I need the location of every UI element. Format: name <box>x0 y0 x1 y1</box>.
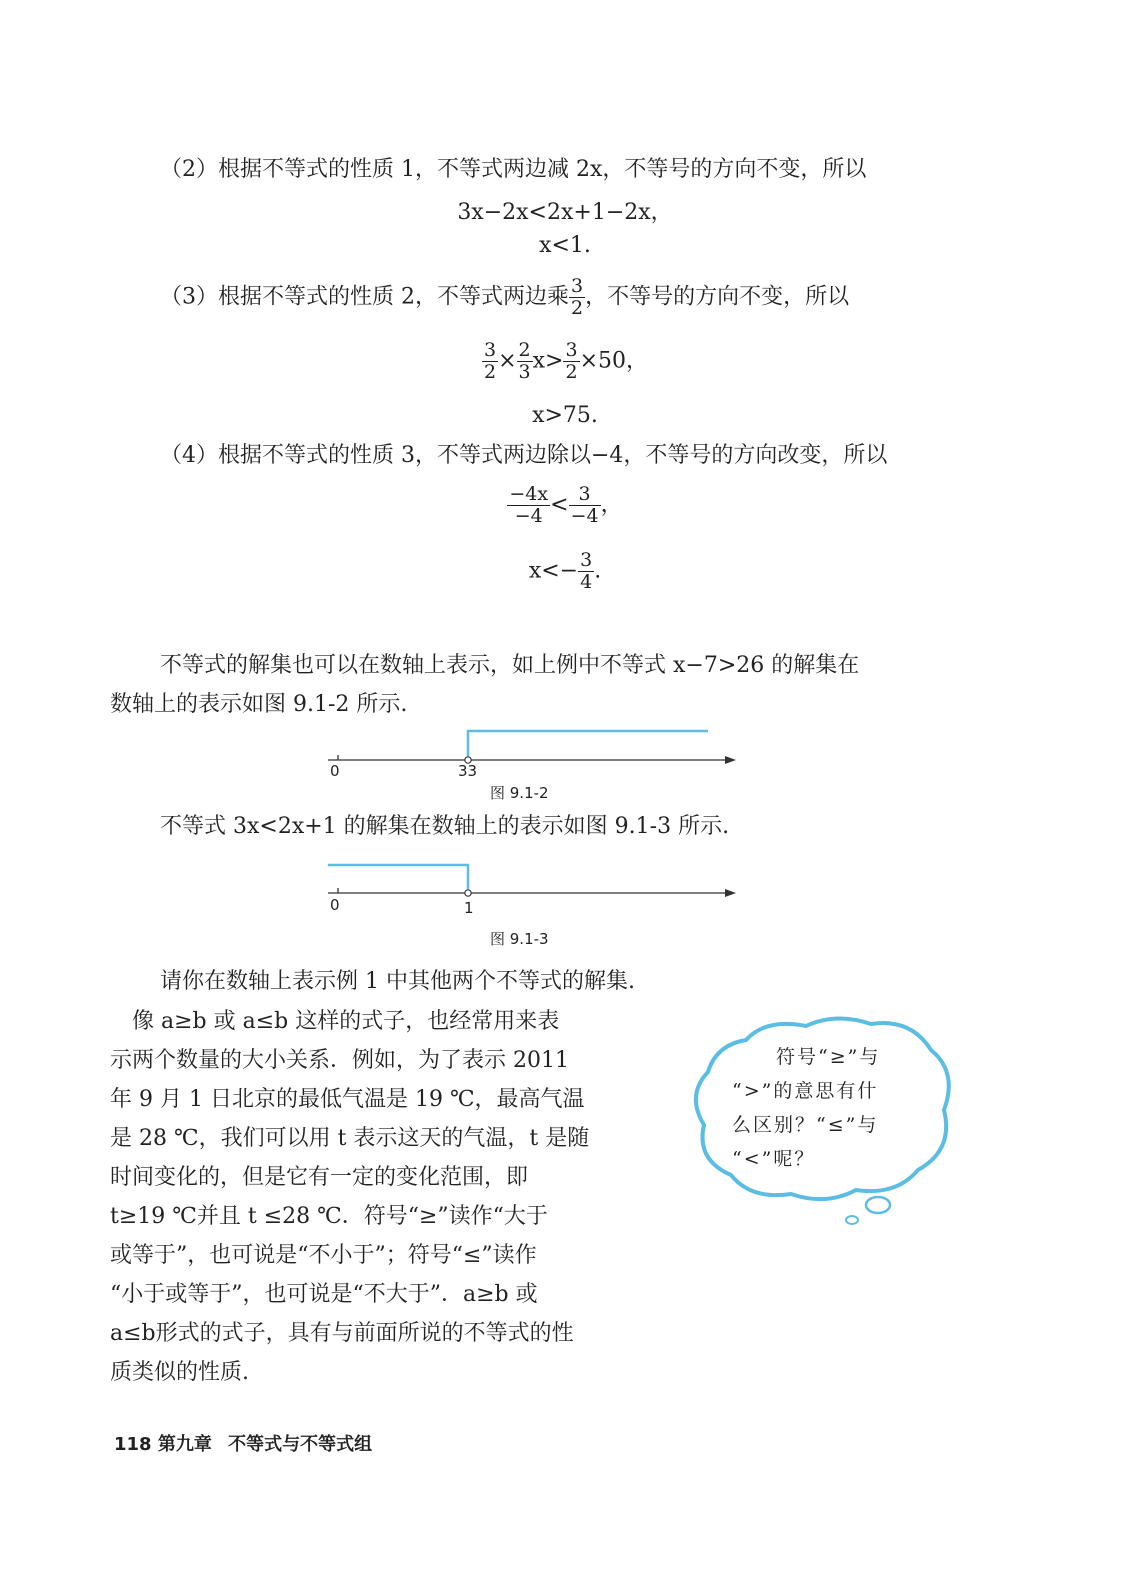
p3-eq2: x>75. <box>532 403 598 428</box>
chapter-number: 第九章 <box>157 1434 212 1455</box>
numline-para-2: 数轴上的表示如图 9.1-2 所示. <box>110 692 408 717</box>
frac-num: 2 <box>518 339 531 361</box>
body-line: 是 28 ℃，我们可以用 t 表示这天的气温，t 是随 <box>110 1126 590 1151</box>
frac-den: 2 <box>571 297 584 319</box>
numline-para-1: 不等式的解集也可以在数轴上表示，如上例中不等式 x−7>26 的解集在 <box>160 653 860 678</box>
p4-intro: （4）根据不等式的性质 3，不等式两边除以−4，不等号的方向改变，所以 <box>160 443 888 468</box>
frac-den: −4 <box>514 505 543 527</box>
p3-intro <box>160 276 849 319</box>
body-line: 或等于”，也可说是“不小于”；符号“≤”读作 <box>110 1243 537 1268</box>
fig3-intro: 不等式 3x<2x+1 的解集在数轴上的表示如图 9.1-3 所示. <box>160 814 730 839</box>
frac-num: 3 <box>580 549 593 571</box>
body-line: 示两个数量的大小关系．例如，为了表示 2011 <box>110 1048 569 1073</box>
eq-tail: . <box>594 558 602 584</box>
p3-eq1 <box>0 340 1130 383</box>
frac <box>507 484 550 527</box>
fig3-label-point: 1 <box>464 899 474 917</box>
bubble-line: 符号“≥”与 <box>776 1046 881 1068</box>
bubble-text <box>732 1040 880 1176</box>
frac-num: −4x <box>509 483 549 505</box>
eq-lead: x<− <box>528 558 579 584</box>
frac <box>482 340 498 383</box>
times-sign: × <box>498 348 517 374</box>
body-line: 时间变化的，但是它有一定的变化范围，即 <box>110 1165 529 1190</box>
frac-den: 4 <box>580 571 593 593</box>
frac-den: −4 <box>570 505 599 527</box>
eq-tail: ， <box>600 492 623 518</box>
body-line: 像 a≥b 或 a≤b 这样的式子，也经常用来表 <box>110 1009 560 1034</box>
frac-den: 3 <box>518 361 531 383</box>
eq-mid: x> <box>532 348 564 374</box>
fig2-label-point: 33 <box>458 762 478 780</box>
p4-eq2 <box>0 550 1130 593</box>
bubble-line: “<”呢？ <box>732 1148 816 1170</box>
solution-ray <box>468 731 708 756</box>
frac-den: 2 <box>484 361 497 383</box>
frac <box>563 340 579 383</box>
fig2-caption: 图 9.1-2 <box>490 784 549 802</box>
eq-mid: < <box>550 492 569 518</box>
open-circle-marker <box>465 890 471 896</box>
body-line: “小于或等于”，也可说是“不大于”．a≥b 或 <box>110 1282 538 1307</box>
frac-den: 2 <box>565 361 578 383</box>
frac-num: 3 <box>484 339 497 361</box>
frac-num: 3 <box>565 339 578 361</box>
p2-eq2: x<1. <box>539 233 591 258</box>
frac <box>578 550 594 593</box>
fig2-label-zero: 0 <box>330 762 340 780</box>
axis-arrow <box>725 889 736 897</box>
bubble-dot-large <box>866 1197 890 1213</box>
p2-intro: （2）根据不等式的性质 1，不等式两边减 2x，不等号的方向不变，所以 <box>160 157 867 182</box>
exercise-text: 请你在数轴上表示例 1 中其他两个不等式的解集. <box>160 969 635 994</box>
body-line: a≤b形式的式子，具有与前面所说的不等式的性 <box>110 1321 574 1346</box>
p4-eq1 <box>0 484 1130 527</box>
body-line: 质类似的性质. <box>110 1360 249 1385</box>
fig3-caption: 图 9.1-3 <box>490 930 549 948</box>
number-line-figure-2 <box>320 722 750 782</box>
body-paragraph <box>110 1002 589 1392</box>
frac <box>569 484 601 527</box>
bubble-line: “>”的意思有什 <box>732 1080 879 1102</box>
body-line: t≥19 ℃并且 t ≤28 ℃．符号“≥”读作“大于 <box>110 1204 548 1229</box>
page-footer <box>114 1430 372 1456</box>
axis-arrow <box>725 756 736 764</box>
bubble-dot-small <box>846 1216 858 1224</box>
eq-tail: ×50， <box>579 348 648 374</box>
p3-intro-b: ，不等号的方向不变，所以 <box>585 284 850 310</box>
frac <box>517 340 533 383</box>
p3-intro-a: （3）根据不等式的性质 2，不等式两边乘 <box>160 284 569 310</box>
fig3-label-zero: 0 <box>330 896 340 914</box>
frac-num: 3 <box>571 275 584 297</box>
frac-num: 3 <box>569 484 601 506</box>
page-number: 118 <box>114 1434 152 1455</box>
bubble-line: 么区别？“≤”与 <box>732 1114 879 1136</box>
chapter-title: 不等式与不等式组 <box>228 1434 373 1455</box>
body-line: 年 9 月 1 日北京的最低气温是 19 ℃，最高气温 <box>110 1087 585 1112</box>
number-line-figure-3 <box>320 855 750 905</box>
p3-intro-frac <box>569 276 585 319</box>
p2-eq1: 3x−2x<2x+1−2x， <box>457 200 673 225</box>
solution-ray <box>328 865 468 889</box>
